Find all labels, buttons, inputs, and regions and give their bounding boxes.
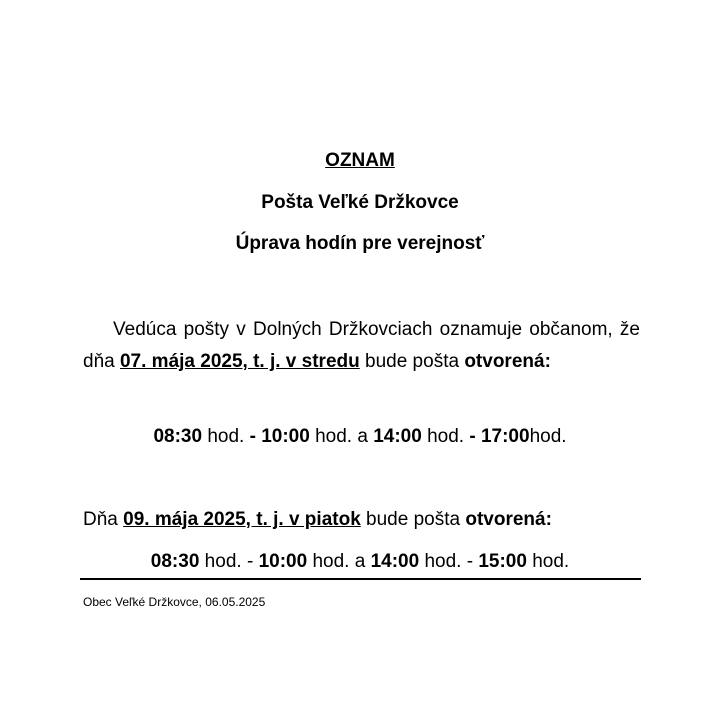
- announcement-2-intro: Dňa: [83, 509, 124, 530]
- hours-1-sep-1: hod.: [202, 426, 250, 447]
- opening-hours-2: [0, 550, 720, 574]
- hours-2-start-2: 14:00: [370, 551, 420, 572]
- hours-2-sep-1: hod. -: [199, 551, 259, 572]
- hours-2-start-1: 08:30: [150, 551, 200, 572]
- hours-1-tail: hod.: [529, 426, 567, 447]
- hours-2-sep-2: hod. -: [419, 551, 479, 572]
- hours-1-dash-2: -: [469, 426, 476, 447]
- hours-1-dash-1: -: [249, 426, 256, 447]
- hours-2-end-1: 10:00: [258, 551, 308, 572]
- hours-1-start-2: 14:00: [373, 426, 422, 447]
- horizontal-rule: [80, 578, 641, 580]
- announcement-1-intro: Vedúca pošty v Dolných Držkovciach oznamuje občanom, že dňa: [83, 319, 640, 372]
- hours-1-end-2: 17:00: [475, 426, 530, 447]
- announcement-2-date: 09. mája 2025, t. j. v piatok: [123, 509, 361, 530]
- post-office-name: Pošta Veľké Držkovce: [261, 192, 459, 213]
- hours-1-sep-2: hod.: [421, 426, 470, 447]
- announcement-1-status: otvorená:: [464, 351, 551, 372]
- hours-2-mid: hod. a: [307, 551, 371, 572]
- notice-title: OZNAM: [325, 150, 395, 171]
- footer-signature: Obec Veľké Držkovce, 06.05.2025: [83, 595, 266, 609]
- hours-2-tail: hod.: [526, 551, 570, 572]
- announcement-2-status: otvorená:: [465, 509, 552, 530]
- hours-2-end-2: 15:00: [478, 551, 527, 572]
- announcement-1-date: 07. mája 2025, t. j. v stredu: [119, 351, 360, 372]
- notice-subtitle: Úprava hodín pre verejnosť: [235, 233, 485, 254]
- announcement-paragraph-1: [83, 314, 640, 378]
- announcement-2-middle: bude pošta: [360, 509, 466, 530]
- announcement-paragraph-2: [83, 508, 643, 532]
- hours-1-start-1: 08:30: [153, 426, 203, 447]
- announcement-1-middle: bude pošta: [359, 351, 465, 372]
- hours-1-mid: hod. a: [309, 426, 374, 447]
- hours-1-end-1: 10:00: [255, 426, 310, 447]
- opening-hours-1: [0, 425, 720, 449]
